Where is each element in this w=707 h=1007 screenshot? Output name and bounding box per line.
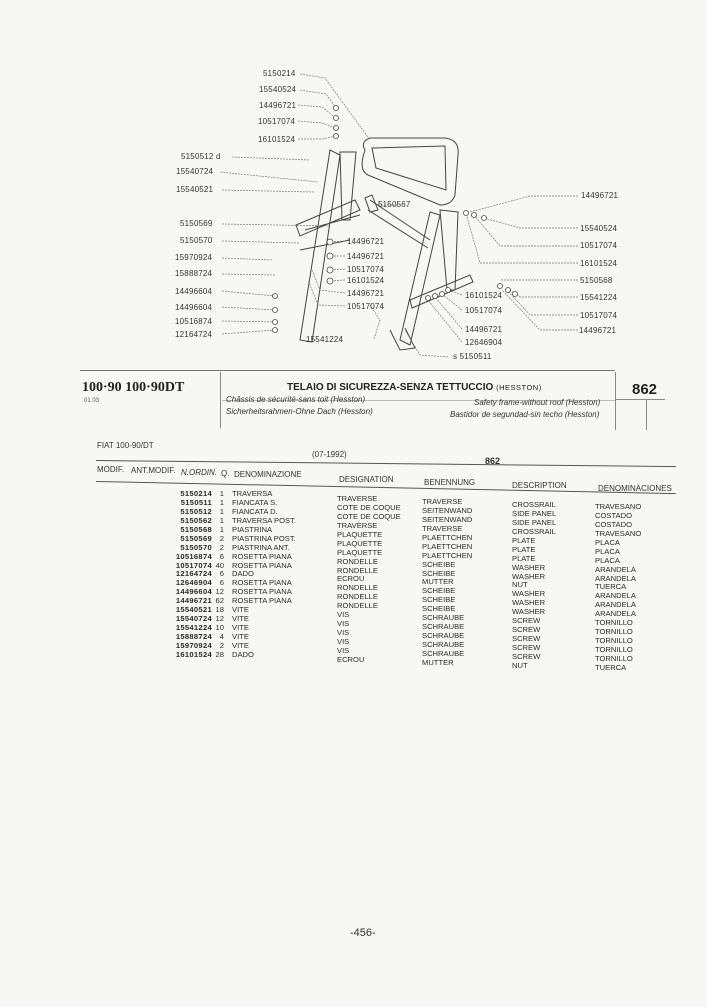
col-ant-modif: ANT.MODIF. (131, 466, 176, 475)
table-cell-n: 15541224 (175, 623, 212, 633)
title-french: Châssis de sécurité-sans toit (Hesston) (226, 395, 366, 404)
table-cell-de: SCHRAUBE (422, 648, 465, 658)
table-cell-es: PLACA (595, 546, 620, 556)
table-cell-it: PIASTRINA ANT. (232, 542, 290, 552)
callout-label: 10516874 (175, 317, 213, 326)
callout-label: 10517074 (465, 306, 503, 315)
table-cell-it: ROSETTA PIANA (232, 587, 292, 597)
table-cell-de: TRAVERSE (422, 497, 463, 506)
right-side-panel (390, 210, 473, 350)
callout-label: 16101524 (258, 135, 296, 144)
callout-label: 5150570 (180, 236, 213, 245)
table-cell-q: 6 (219, 551, 224, 561)
table-cell-en: WASHER (512, 562, 546, 572)
list-date: (07-1992) (312, 450, 347, 459)
table-cell-q: 2 (219, 533, 224, 543)
table-cell-fr: RONDELLE (337, 556, 378, 566)
table-cell-de: SEITENWAND (422, 514, 473, 524)
callout-label: 15540521 (176, 185, 214, 194)
table-cell-it: VITE (232, 632, 249, 641)
table-cell-q: 1 (219, 497, 224, 507)
table-cell-n: 5150511 (180, 497, 212, 507)
callout-label: 16101524 (580, 259, 618, 268)
col-denominaciones: DENOMINACIONES (598, 484, 672, 493)
table-cell-de: SCHEIBE (422, 559, 456, 569)
callout-label: 14496721 (347, 237, 385, 246)
table-cell-es: TORNILLO (595, 636, 633, 646)
callout-label: 5150569 (180, 219, 213, 228)
table-cell-it: VITE (232, 623, 249, 633)
callout-label: 16101524 (347, 276, 385, 285)
table-cell-en: SCREW (512, 643, 541, 652)
table-cell-es: TORNILLO (595, 653, 633, 663)
table-cell-q: 62 (215, 596, 224, 606)
callout-label: 14496721 (259, 101, 297, 110)
table-cell-n: 15970924 (175, 640, 212, 650)
table-cell-de: MUTTER (422, 657, 454, 667)
table-cell-n: 12646904 (175, 578, 212, 588)
table-cell-es: TRAVESANO (595, 502, 642, 511)
table-cell-fr: TRAVERSE (337, 520, 378, 530)
callout-label: 15541224 (306, 335, 344, 344)
table-cell-it: FIANCATA D. (232, 506, 278, 516)
table-cell-fr: PLAQUETTE (337, 547, 383, 557)
table-cell-q: 6 (219, 569, 224, 579)
table-cell-en: WASHER (512, 607, 546, 617)
table-cell-fr: COTE DE COQUE (337, 511, 401, 521)
table-cell-it: VITE (232, 605, 249, 615)
table-cell-n: 5150568 (180, 524, 212, 534)
callout-label: 15970924 (175, 253, 213, 262)
table-cell-de: SCHEIBE (422, 568, 456, 578)
callout-label: 10517074 (580, 311, 618, 320)
callout-label: 14496604 (175, 303, 213, 312)
table-cell-it: VITE (232, 614, 249, 624)
callout-label: 14496721 (579, 326, 617, 335)
table-cell-de: PLAETTCHEN (422, 532, 473, 542)
table-cell-fr: PLAQUETTE (337, 529, 383, 539)
top-crossrail (362, 138, 458, 205)
table-cell-it: TRAVERSA (232, 489, 273, 498)
table-cell-q: 12 (215, 587, 224, 597)
table-cell-de: TRAVERSE (422, 523, 463, 533)
table-cell-en: WASHER (512, 598, 546, 608)
list-model: FIAT 100-90/DT (97, 441, 154, 450)
model-designation: 100·90 100·90DT (82, 380, 185, 395)
table-cell-de: MUTTER (422, 577, 454, 587)
col-description: DESCRIPTION (512, 481, 567, 490)
callout-label: s 5150511 (453, 352, 492, 361)
table-cell-en: NUT (512, 580, 528, 590)
callout-label: 10517074 (347, 302, 385, 311)
table-cell-de: SCHEIBE (422, 586, 456, 596)
table-cell-q: 10 (215, 623, 224, 633)
table-cell-it: ROSETTA PIANA (232, 578, 292, 588)
column-part-numbers (164, 490, 212, 660)
table-cell-es: PLACA (595, 537, 620, 547)
table-cell-it: ROSETTA PIANA (232, 551, 292, 561)
table-cell-n: 5150512 (180, 506, 212, 516)
table-cell-q: 2 (219, 640, 224, 650)
table-cell-it: ROSETTA PIANA (232, 596, 292, 606)
table-cell-it: VITE (232, 640, 249, 650)
table-cell-de: SCHRAUBE (422, 640, 465, 649)
callout-label: 5150568 (580, 276, 613, 285)
table-cell-n: 12164724 (175, 569, 212, 579)
column-german (422, 498, 472, 668)
table-cell-it: ROSETTA PIANA (232, 560, 292, 570)
table-cell-n: 5150570 (180, 542, 212, 552)
column-quantities (212, 490, 224, 660)
table-cell-de: SEITENWAND (422, 505, 473, 515)
callout-label: 14496721 (347, 289, 385, 298)
title-italian (287, 382, 542, 393)
table-cell-it: DADO (232, 569, 254, 579)
table-cell-fr: RONDELLE (337, 592, 378, 602)
table-cell-fr: ECROU (337, 654, 365, 664)
table-cell-q: 1 (219, 524, 224, 534)
table-cell-en: PLATE (512, 535, 536, 545)
table-cell-en: NUT (512, 660, 528, 670)
table-cell-q: 18 (215, 605, 224, 615)
callout-label: 14496721 (465, 325, 503, 334)
table-cell-de: SCHRAUBE (422, 622, 465, 632)
callout-label: 15540524 (580, 224, 618, 233)
table-cell-fr: VIS (337, 628, 350, 638)
table-cell-es: ARANDELA (595, 573, 636, 583)
table-cell-en: WASHER (512, 571, 546, 581)
table-cell-q: 28 (215, 649, 224, 659)
table-cell-en: WASHER (512, 589, 546, 599)
column-italian (232, 490, 296, 660)
table-cell-n: 14496721 (175, 596, 212, 606)
table-cell-es: TUERCA (595, 662, 627, 672)
sub-code: 01 03 (84, 398, 100, 404)
table-code: 862 (632, 381, 658, 398)
callout-label: 12164724 (175, 330, 213, 339)
table-cell-en: SIDE PANEL (512, 517, 557, 527)
title-english: Safety frame-without roof (Hesston) (474, 398, 601, 407)
page-number: -456- (350, 927, 376, 939)
table-cell-q: 40 (215, 560, 224, 570)
table-cell-en: SCREW (512, 651, 541, 661)
table-cell-es: TORNILLO (595, 618, 633, 628)
table-cell-n: 15888724 (175, 632, 212, 641)
divider (615, 372, 616, 430)
table-cell-q: 12 (215, 614, 224, 624)
table-cell-en: SCREW (512, 625, 541, 635)
callout-label: 15541224 (580, 293, 618, 302)
callout-label: 5150567 (378, 200, 411, 209)
col-benennung: BENENNUNG (424, 478, 476, 487)
table-cell-it: TRAVERSA POST. (232, 515, 297, 525)
table-cell-fr: RONDELLE (337, 565, 378, 575)
col-denominazione: DENOMINAZIONE (234, 470, 302, 479)
table-cell-n: 10517074 (175, 560, 212, 570)
callout-label: 16101524 (465, 291, 503, 300)
title-german: Sicherheitsrahmen-Ohne Dach (Hesston) (226, 407, 373, 416)
table-cell-q: 2 (219, 542, 224, 552)
callout-label: 15540524 (259, 85, 297, 94)
list-code: 862 (485, 456, 501, 466)
column-french (337, 495, 401, 665)
callout-label: 14496604 (175, 287, 213, 296)
title-italian-suffix: (HESSTON) (496, 383, 542, 392)
callout-label: 12646904 (465, 338, 503, 347)
table-cell-it: PIASTRINA POST. (232, 533, 296, 543)
table-cell-q: 4 (219, 632, 224, 641)
table-cell-es: PLACA (595, 555, 620, 565)
column-english (512, 501, 556, 671)
table-cell-es: TUERCA (595, 582, 627, 592)
col-qty: Q. (221, 469, 230, 478)
table-cell-de: PLAETTCHEN (422, 541, 473, 551)
table-cell-n: 5150562 (180, 515, 212, 525)
table-cell-fr: COTE DE COQUE (337, 502, 401, 512)
table-cell-n: 5150214 (180, 489, 212, 498)
table-cell-es: ARANDELA (595, 600, 636, 610)
table-cell-en: SCREW (512, 616, 541, 626)
table-cell-es: TORNILLO (595, 627, 633, 637)
table-cell-it: FIANCATA S. (232, 497, 278, 507)
table-cell-q: 1 (219, 489, 224, 498)
callout-label: 5150512 d (181, 152, 221, 161)
table-cell-fr: VIS (337, 610, 350, 620)
col-n-ordin: N.ORDIN. (181, 468, 217, 477)
table-cell-de: SCHRAUBE (422, 631, 465, 641)
divider (220, 372, 221, 428)
table-cell-en: SCREW (512, 634, 541, 644)
table-cell-it: PIASTRINA (232, 524, 273, 534)
callout-label: 10517074 (580, 241, 618, 250)
table-cell-n: 15540521 (175, 605, 212, 615)
table-cell-n: 16101524 (175, 649, 212, 659)
table-cell-de: PLAETTCHEN (422, 550, 473, 560)
table-cell-de: SCHEIBE (422, 595, 456, 605)
table-cell-q: 1 (219, 515, 224, 525)
col-designation: DESIGNATION (339, 475, 394, 484)
divider (96, 460, 676, 467)
table-cell-fr: VIS (337, 637, 350, 646)
callout-label: 15540724 (176, 167, 214, 176)
table-cell-fr: ECROU (337, 574, 365, 584)
table-cell-es: ARANDELA (595, 609, 636, 619)
title-italian-text: TELAIO DI SICUREZZA-SENZA TETTUCCIO (287, 382, 494, 393)
table-cell-fr: VIS (337, 645, 350, 655)
table-cell-en: SIDE PANEL (512, 508, 557, 518)
table-cell-es: TORNILLO (595, 645, 633, 654)
callout-label: 10517074 (347, 265, 385, 274)
table-cell-n: 14496604 (175, 587, 212, 597)
table-cell-de: SCHEIBE (422, 604, 456, 614)
table-cell-en: CROSSRAIL (512, 526, 556, 536)
table-cell-en: CROSSRAIL (512, 500, 556, 509)
table-cell-fr: RONDELLE (337, 601, 378, 611)
callout-label: 10517074 (258, 117, 296, 126)
table-cell-fr: VIS (337, 619, 350, 629)
title-spanish: Bastidor de segundad-sin techo (Hesston) (450, 410, 600, 419)
table-cell-fr: PLAQUETTE (337, 538, 383, 548)
column-spanish (595, 503, 641, 673)
divider (80, 370, 615, 371)
table-cell-es: ARANDELA (595, 591, 636, 601)
col-modif: MODIF. (97, 465, 125, 474)
table-cell-it: DADO (232, 649, 254, 659)
table-cell-es: COSTADO (595, 510, 632, 520)
table-cell-es: TRAVESANO (595, 528, 642, 538)
table-cell-n: 5150569 (180, 533, 212, 543)
table-cell-n: 10516874 (175, 551, 212, 561)
divider (615, 399, 665, 400)
table-cell-es: ARANDELA (595, 564, 636, 574)
divider (646, 400, 647, 430)
table-cell-fr: TRAVERSE (337, 494, 378, 503)
table-cell-en: PLATE (512, 553, 536, 563)
callout-label: 14496721 (581, 191, 619, 200)
callout-label: 14496721 (347, 252, 385, 261)
table-cell-n: 15540724 (175, 614, 212, 624)
table-cell-q: 1 (219, 506, 224, 516)
left-side-panel (296, 150, 360, 342)
table-cell-q: 6 (219, 578, 224, 588)
table-cell-es: COSTADO (595, 519, 632, 529)
table-cell-fr: RONDELLE (337, 583, 378, 593)
table-cell-en: PLATE (512, 544, 536, 554)
table-cell-de: SCHRAUBE (422, 613, 465, 623)
callout-label: 15888724 (175, 269, 213, 278)
callout-label: 5150214 (263, 69, 296, 78)
